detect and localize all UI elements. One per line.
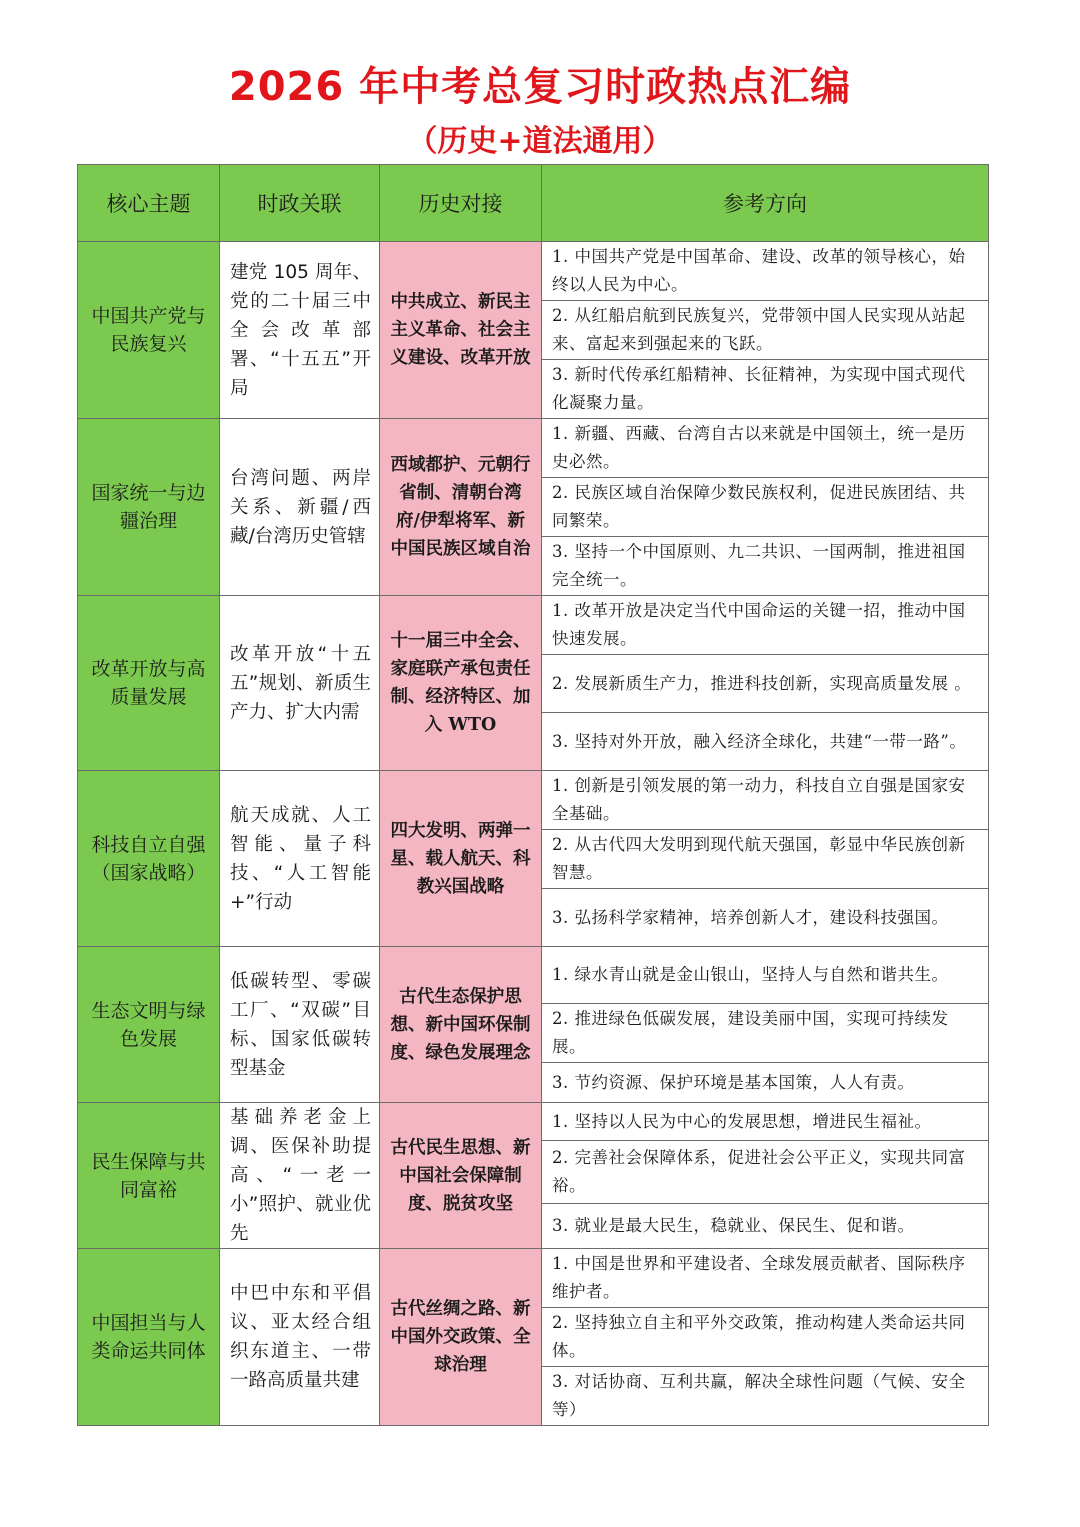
news-cell: 中巴中东和平倡议、亚太经合组织东道主、一带一路高质量共建	[220, 1249, 380, 1426]
news-cell: 建党 105 周年、党的二十届三中全会改革部署、“十五五”开局	[220, 242, 380, 419]
reference-item: 2. 民族区域自治保障少数民族权利，促进民族团结、共同繁荣。	[542, 478, 989, 537]
reference-item: 1. 绿水青山就是金山银山，坚持人与自然和谐共生。	[542, 947, 989, 1004]
history-cell: 西域都护、元朝行省制、清朝台湾府/伊犁将军、新中国民族区域自治	[380, 419, 542, 596]
topic-cell: 中国担当与人类命运共同体	[78, 1249, 220, 1426]
reference-item: 2. 从古代四大发明到现代航天强国，彰显中华民族创新智慧。	[542, 830, 989, 889]
news-cell: 低碳转型、零碳工厂、“双碳”目标、国家低碳转型基金	[220, 947, 380, 1103]
reference-item: 2. 坚持独立自主和平外交政策，推动构建人类命运共同体。	[542, 1308, 989, 1367]
reference-item: 2. 发展新质生产力，推进科技创新，实现高质量发展 。	[542, 655, 989, 713]
reference-item: 3. 坚持一个中国原则、九二共识、一国两制，推进祖国完全统一。	[542, 537, 989, 596]
news-cell: 航天成就、人工智能、量子科技、“人工智能+”行动	[220, 771, 380, 947]
reference-item: 1. 新疆、西藏、台湾自古以来就是中国领土，统一是历史必然。	[542, 419, 989, 478]
reference-item: 1. 中国是世界和平建设者、全球发展贡献者、国际秩序维护者。	[542, 1249, 989, 1308]
header-news: 时政关联	[220, 165, 380, 242]
hotspot-table	[77, 164, 989, 1426]
reference-item: 1. 改革开放是决定当代中国命运的关键一招，推动中国快速发展。	[542, 596, 989, 655]
reference-item: 3. 新时代传承红船精神、长征精神，为实现中国式现代化凝聚力量。	[542, 360, 989, 419]
history-cell: 古代丝绸之路、新中国外交政策、全球治理	[380, 1249, 542, 1426]
header-reference: 参考方向	[542, 165, 989, 242]
news-cell: 基础养老金上调、医保补助提高、“一老一小”照护、就业优先	[220, 1103, 380, 1249]
history-cell: 四大发明、两弹一星、载人航天、科教兴国战略	[380, 771, 542, 947]
table-row	[78, 947, 989, 1004]
news-cell: 改革开放“十五五”规划、新质生产力、扩大内需	[220, 596, 380, 771]
header-topic: 核心主题	[78, 165, 220, 242]
reference-item: 3. 节约资源、保护环境是基本国策，人人有责。	[542, 1063, 989, 1103]
page-title: 2026 年中考总复习时政热点汇编	[228, 64, 852, 110]
table-row	[78, 1249, 989, 1308]
table-row	[78, 771, 989, 830]
topic-cell: 中国共产党与民族复兴	[78, 242, 220, 419]
page-subtitle: （历史+道法通用）	[407, 124, 673, 159]
news-cell: 台湾问题、两岸关系、新疆/西藏/台湾历史管辖	[220, 419, 380, 596]
table-row	[78, 596, 989, 655]
reference-item: 3. 对话协商、互利共赢，解决全球性问题（气候、安全等）	[542, 1367, 989, 1426]
reference-item: 1. 中国共产党是中国革命、建设、改革的领导核心，始终以人民为中心。	[542, 242, 989, 301]
history-cell: 古代民生思想、新中国社会保障制度、脱贫攻坚	[380, 1103, 542, 1249]
header-history: 历史对接	[380, 165, 542, 242]
reference-item: 2. 推进绿色低碳发展，建设美丽中国，实现可持续发展。	[542, 1004, 989, 1063]
table-row	[78, 1103, 989, 1141]
history-cell: 古代生态保护思想、新中国环保制度、绿色发展理念	[380, 947, 542, 1103]
reference-item: 3. 就业是最大民生，稳就业、保民生、促和谐。	[542, 1204, 989, 1249]
table-header-row	[78, 165, 989, 242]
reference-item: 2. 从红船启航到民族复兴，党带领中国人民实现从站起来、富起来到强起来的飞跃。	[542, 301, 989, 360]
reference-item: 1. 坚持以人民为中心的发展思想，增进民生福祉。	[542, 1103, 989, 1141]
reference-item: 1. 创新是引领发展的第一动力，科技自立自强是国家安全基础。	[542, 771, 989, 830]
topic-cell: 生态文明与绿色发展	[78, 947, 220, 1103]
topic-cell: 改革开放与高质量发展	[78, 596, 220, 771]
table-row	[78, 419, 989, 478]
topic-cell: 民生保障与共同富裕	[78, 1103, 220, 1249]
reference-item: 3. 坚持对外开放，融入经济全球化，共建“一带一路”。	[542, 713, 989, 771]
reference-item: 2. 完善社会保障体系，促进社会公平正义，实现共同富裕。	[542, 1141, 989, 1204]
table-row	[78, 242, 989, 301]
history-cell: 十一届三中全会、家庭联产承包责任制、经济特区、加入 WTO	[380, 596, 542, 771]
history-cell: 中共成立、新民主主义革命、社会主义建设、改革开放	[380, 242, 542, 419]
topic-cell: 国家统一与边疆治理	[78, 419, 220, 596]
reference-item: 3. 弘扬科学家精神，培养创新人才，建设科技强国。	[542, 889, 989, 947]
topic-cell: 科技自立自强（国家战略）	[78, 771, 220, 947]
